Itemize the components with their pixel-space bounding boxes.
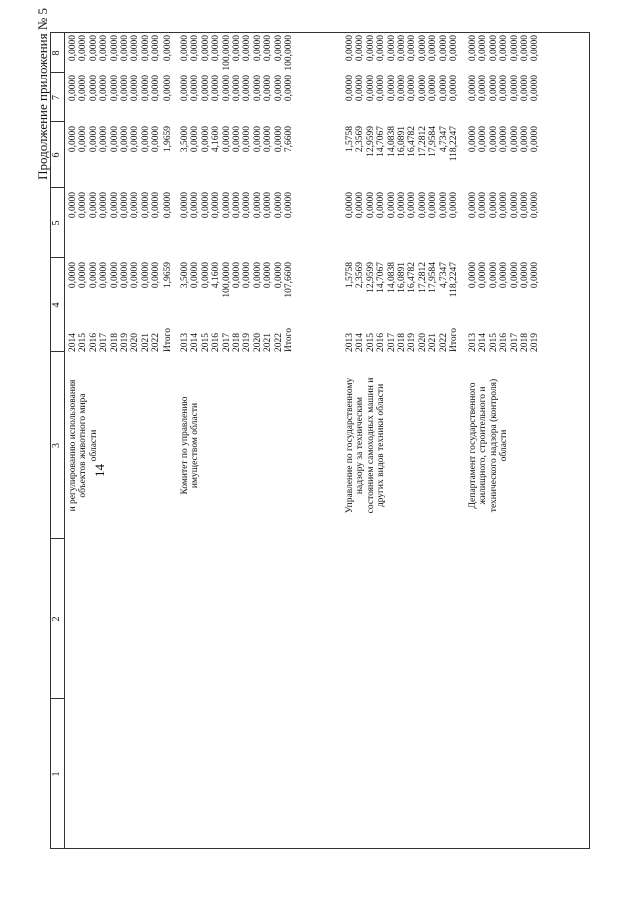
year-cell: 2018	[232, 333, 242, 352]
value-cell: 0,0000	[130, 35, 141, 62]
value-cell: 0,0000	[386, 75, 397, 102]
value-cell: 0,0000	[140, 262, 151, 289]
value-cell: 0,0000	[509, 35, 520, 62]
value-cell: 12,9599	[365, 126, 376, 157]
year-cell: 2019	[530, 333, 541, 352]
value-cell: 0,0000	[68, 192, 78, 219]
column-header: 2	[51, 616, 62, 622]
value-cell: 0,0000	[530, 126, 541, 153]
value-cell: 0,0000	[468, 262, 478, 289]
year-cell: 2018	[397, 333, 407, 352]
value-cell: 0,0000	[88, 192, 99, 219]
value-cell: 0,0000	[530, 35, 541, 62]
value-cell: 0,0000	[151, 126, 162, 153]
value-cell: 0,0000	[263, 192, 274, 219]
department-name	[345, 352, 386, 539]
value-cell: 0,0000	[355, 75, 366, 102]
value-cell: 0,0000	[273, 126, 284, 153]
value-cell: 0,0000	[211, 75, 222, 102]
year-cell: 2022	[273, 333, 284, 352]
value-cell: 0,0000	[163, 35, 173, 62]
department-name-line: технического надзора (контроля)	[488, 378, 499, 513]
value-cell: 0,0000	[221, 126, 232, 153]
value-cell: 0,0000	[509, 126, 520, 153]
value-cell: 2,3569	[355, 262, 366, 289]
value-cell: 0,0000	[365, 192, 376, 219]
value-cell: 0,0000	[263, 126, 274, 153]
value-cell: 0,0000	[397, 35, 407, 62]
column-header: 7	[51, 95, 62, 100]
value-cell: 0,0000	[151, 35, 162, 62]
value-cell: 0,0000	[449, 192, 459, 219]
value-cell: 0,0000	[417, 75, 428, 102]
year-cell: 2019	[407, 333, 418, 352]
value-cell: 0,0000	[88, 75, 99, 102]
value-cell: 0,0000	[284, 75, 294, 102]
value-cell: 0,0000	[232, 75, 242, 102]
value-cell: 4,7347	[438, 262, 449, 289]
value-cell: 0,0000	[417, 192, 428, 219]
value-cell: 0,0000	[376, 35, 387, 62]
value-cell: 0,0000	[200, 262, 211, 289]
value-cell: 0,0000	[386, 35, 397, 62]
value-cell: 0,0000	[252, 192, 263, 219]
value-cell: 0,0000	[488, 126, 499, 153]
value-cell: 0,0000	[365, 75, 376, 102]
year-cell: 2015	[200, 333, 211, 352]
value-cell: 0,0000	[130, 192, 141, 219]
value-cell: 0,0000	[478, 126, 489, 153]
value-cell: 0,0000	[242, 262, 253, 289]
year-cell: 2013	[180, 333, 190, 352]
column-header: 1	[51, 771, 62, 777]
value-cell: 0,0000	[151, 262, 162, 289]
value-cell: 0,0000	[263, 75, 274, 102]
value-cell: 4,1600	[211, 262, 222, 289]
value-cell: 0,0000	[355, 192, 366, 219]
value-cell: 0,0000	[252, 35, 263, 62]
table-bottom-border	[589, 32, 590, 849]
value-cell: 0,0000	[345, 35, 355, 62]
value-cell: 0,0000	[499, 262, 510, 289]
value-cell: 0,0000	[151, 192, 162, 219]
department-name-line: объектов животного мира	[78, 393, 89, 498]
value-cell: 16,4782	[407, 262, 418, 293]
value-cell: 0,0000	[190, 126, 201, 153]
value-cell: 0,0000	[530, 262, 541, 289]
column-header: 4	[51, 302, 62, 308]
value-cell: 0,0000	[488, 192, 499, 219]
year-cell: Итого	[449, 327, 459, 352]
value-cell: 0,0000	[468, 35, 478, 62]
value-cell: 16,4782	[407, 126, 418, 157]
value-cell: 0,0000	[140, 35, 151, 62]
value-cell: 0,0000	[428, 75, 439, 102]
value-cell: 0,0000	[78, 126, 89, 153]
value-cell: 0,0000	[397, 75, 407, 102]
value-cell: 1,5758	[345, 126, 355, 153]
value-cell: 14,7067	[376, 262, 387, 293]
value-cell: 0,0000	[499, 75, 510, 102]
value-cell: 0,0000	[499, 126, 510, 153]
year-cell: 2015	[488, 333, 499, 352]
year-cell: 2015	[365, 333, 376, 352]
department-name-line: имуществом области	[190, 402, 201, 489]
value-cell: 0,0000	[109, 75, 120, 102]
value-cell: 0,0000	[438, 35, 449, 62]
department-name-line: Управление по государственному	[345, 377, 355, 514]
value-cell: 0,0000	[468, 126, 478, 153]
value-cell: 0,0000	[252, 262, 263, 289]
value-cell: 0,0000	[428, 35, 439, 62]
year-cell: 2018	[520, 333, 530, 352]
value-cell: 17,2812	[417, 262, 428, 293]
year-cell: 2022	[438, 333, 449, 352]
department-name-line: Департамент государственного	[468, 382, 478, 509]
column-divider	[50, 848, 590, 849]
value-cell: 0,0000	[99, 126, 110, 153]
value-cell: 0,0000	[252, 75, 263, 102]
value-cell: 0,0000	[386, 192, 397, 219]
value-cell: 0,0000	[417, 35, 428, 62]
value-cell: 0,0000	[520, 192, 530, 219]
value-cell: 0,0000	[284, 192, 294, 219]
year-cell: 2019	[120, 333, 130, 352]
value-cell: 0,0000	[68, 126, 78, 153]
year-cell: 2018	[109, 333, 120, 352]
value-cell: 2,3569	[355, 126, 366, 153]
value-cell: 0,0000	[449, 35, 459, 62]
value-cell: 0,0000	[345, 75, 355, 102]
value-cell: 0,0000	[151, 75, 162, 102]
value-cell: 0,0000	[200, 35, 211, 62]
value-cell: 0,0000	[190, 262, 201, 289]
value-cell: 0,0000	[109, 192, 120, 219]
value-cell: 107,6600	[284, 262, 294, 298]
value-cell: 17,9584	[428, 262, 439, 293]
year-cell: 2015	[78, 333, 89, 352]
value-cell: 0,0000	[120, 75, 130, 102]
value-cell: 0,0000	[263, 35, 274, 62]
year-cell: 2020	[130, 333, 141, 352]
value-cell: 0,0000	[478, 192, 489, 219]
value-cell: 0,0000	[530, 75, 541, 102]
value-cell: 1,9659	[163, 126, 173, 153]
value-cell: 0,0000	[376, 192, 387, 219]
value-cell: 0,0000	[355, 35, 366, 62]
value-cell: 0,0000	[478, 75, 489, 102]
value-cell: 0,0000	[78, 75, 89, 102]
value-cell: 0,0000	[397, 192, 407, 219]
value-cell: 0,0000	[530, 192, 541, 219]
budget-table	[50, 32, 590, 849]
value-cell: 0,0000	[345, 192, 355, 219]
year-cell: 2016	[211, 333, 222, 352]
year-cell: 2013	[468, 333, 478, 352]
value-cell: 0,0000	[140, 75, 151, 102]
value-cell: 0,0000	[407, 35, 418, 62]
value-cell: 0,0000	[242, 126, 253, 153]
column-header: 8	[51, 50, 62, 56]
year-cell: 2022	[151, 333, 162, 352]
value-cell: 118,2247	[449, 262, 459, 298]
department-name-line: других видов техники области	[375, 383, 386, 508]
value-cell: 0,0000	[68, 262, 78, 289]
value-cell: 0,0000	[242, 75, 253, 102]
year-cell: 2017	[509, 333, 520, 352]
value-cell: 0,0000	[488, 35, 499, 62]
value-cell: 0,0000	[140, 192, 151, 219]
department-name-line: области	[498, 429, 509, 462]
value-cell: 0,0000	[99, 35, 110, 62]
year-cell: 2017	[386, 333, 397, 352]
value-cell: 0,0000	[449, 75, 459, 102]
year-cell: 2017	[221, 333, 232, 352]
value-cell: 118,2247	[449, 126, 459, 162]
value-cell: 0,0000	[180, 192, 190, 219]
value-cell: 0,0000	[99, 192, 110, 219]
value-cell: 0,0000	[468, 192, 478, 219]
value-cell: 0,0000	[488, 262, 499, 289]
value-cell: 0,0000	[520, 126, 530, 153]
value-cell: 0,0000	[520, 35, 530, 62]
value-cell: 3,5000	[180, 126, 190, 153]
value-cell: 0,0000	[120, 35, 130, 62]
value-cell: 0,0000	[109, 35, 120, 62]
year-cell: 2016	[88, 333, 99, 352]
value-cell: 0,0000	[438, 192, 449, 219]
year-cell: 2014	[355, 333, 366, 352]
value-cell: 0,0000	[273, 262, 284, 289]
value-cell: 0,0000	[163, 192, 173, 219]
value-cell: 0,0000	[200, 192, 211, 219]
value-cell: 0,0000	[120, 126, 130, 153]
value-cell: 0,0000	[273, 75, 284, 102]
value-cell: 0,0000	[376, 75, 387, 102]
value-cell: 0,0000	[365, 35, 376, 62]
value-cell: 0,0000	[68, 35, 78, 62]
value-cell: 0,0000	[211, 192, 222, 219]
value-cell: 0,0000	[221, 192, 232, 219]
value-cell: 0,0000	[232, 262, 242, 289]
year-cell: 2017	[99, 333, 110, 352]
department-name	[68, 352, 99, 539]
value-cell: 0,0000	[242, 35, 253, 62]
value-cell: 17,9584	[428, 126, 439, 157]
department-name-line: жилищного, строительного и	[478, 386, 489, 505]
year-cell: 2016	[499, 333, 510, 352]
value-cell: 14,0838	[386, 126, 397, 157]
year-cell: 2021	[263, 333, 274, 352]
value-cell: 0,0000	[509, 192, 520, 219]
page-number: 14	[92, 464, 107, 477]
value-cell: 0,0000	[68, 75, 78, 102]
value-cell: 0,0000	[232, 35, 242, 62]
column-divider	[50, 32, 590, 33]
appendix-title: Продолжение приложения № 5	[35, 8, 50, 180]
department-name-line: надзору за техническим	[355, 396, 366, 495]
department-name-line: состоянием самоходных машин и	[365, 377, 376, 514]
value-cell: 0,0000	[211, 35, 222, 62]
value-cell: 0,0000	[140, 126, 151, 153]
value-cell: 0,0000	[221, 75, 232, 102]
value-cell: 0,0000	[520, 75, 530, 102]
value-cell: 0,0000	[78, 262, 89, 289]
value-cell: 0,0000	[200, 126, 211, 153]
value-cell: 100,0000	[284, 35, 294, 71]
year-cell: 2021	[428, 333, 439, 352]
department-name	[180, 352, 201, 539]
year-cell: 2013	[345, 333, 355, 352]
value-cell: 0,0000	[468, 75, 478, 102]
value-cell: 0,0000	[88, 126, 99, 153]
value-cell: 0,0000	[88, 35, 99, 62]
value-cell: 0,0000	[120, 262, 130, 289]
value-cell: 0,0000	[428, 192, 439, 219]
value-cell: 1,5758	[345, 262, 355, 289]
value-cell: 0,0000	[190, 192, 201, 219]
value-cell: 0,0000	[190, 35, 201, 62]
value-cell: 16,0891	[397, 126, 407, 157]
value-cell: 3,5000	[180, 262, 190, 289]
value-cell: 0,0000	[78, 35, 89, 62]
value-cell: 0,0000	[130, 75, 141, 102]
value-cell: 0,0000	[163, 75, 173, 102]
department-name-line: Комитет по управлению	[180, 396, 190, 495]
year-cell: Итого	[284, 327, 294, 352]
value-cell: 4,1600	[211, 126, 222, 153]
value-cell: 0,0000	[232, 126, 242, 153]
value-cell: 0,0000	[120, 192, 130, 219]
department-name-line: области	[88, 429, 99, 462]
value-cell: 0,0000	[99, 262, 110, 289]
value-cell: 0,0000	[190, 75, 201, 102]
year-cell: 2020	[417, 333, 428, 352]
value-cell: 0,0000	[252, 126, 263, 153]
value-cell: 0,0000	[180, 75, 190, 102]
value-cell: 0,0000	[488, 75, 499, 102]
value-cell: 0,0000	[109, 262, 120, 289]
department-name	[468, 352, 509, 539]
value-cell: 0,0000	[242, 192, 253, 219]
value-cell: 0,0000	[438, 75, 449, 102]
year-cell: 2021	[140, 333, 151, 352]
year-cell: 2020	[252, 333, 263, 352]
year-cell: 2014	[68, 333, 78, 352]
column-header: 5	[51, 220, 62, 226]
department-name-line: и регулированию использования	[68, 379, 78, 512]
value-cell: 0,0000	[520, 262, 530, 289]
year-cell: Итого	[163, 327, 173, 352]
value-cell: 16,0891	[397, 262, 407, 293]
year-cell: 2014	[190, 333, 201, 352]
value-cell: 0,0000	[130, 262, 141, 289]
value-cell: 0,0000	[88, 262, 99, 289]
value-cell: 100,0000	[221, 35, 232, 71]
value-cell: 0,0000	[509, 75, 520, 102]
value-cell: 0,0000	[200, 75, 211, 102]
value-cell: 0,0000	[499, 35, 510, 62]
value-cell: 0,0000	[130, 126, 141, 153]
year-cell: 2014	[478, 333, 489, 352]
value-cell: 0,0000	[99, 75, 110, 102]
value-cell: 4,7347	[438, 126, 449, 153]
value-cell: 17,2812	[417, 126, 428, 157]
value-cell: 14,0838	[386, 262, 397, 293]
value-cell: 0,0000	[109, 126, 120, 153]
value-cell: 0,0000	[407, 75, 418, 102]
value-cell: 12,9599	[365, 262, 376, 293]
column-header: 3	[51, 443, 62, 448]
value-cell: 0,0000	[273, 192, 284, 219]
value-cell: 0,0000	[232, 192, 242, 219]
value-cell: 0,0000	[78, 192, 89, 219]
value-cell: 1,9659	[163, 262, 173, 289]
value-cell: 0,0000	[478, 262, 489, 289]
year-cell: 2016	[376, 333, 387, 352]
value-cell: 100,0000	[221, 262, 232, 298]
value-cell: 0,0000	[180, 35, 190, 62]
year-cell: 2019	[242, 333, 253, 352]
value-cell: 0,0000	[509, 262, 520, 289]
value-cell: 0,0000	[499, 192, 510, 219]
value-cell: 14,7067	[376, 126, 387, 157]
value-cell: 0,0000	[478, 35, 489, 62]
value-cell: 0,0000	[263, 262, 274, 289]
value-cell: 7,6600	[284, 126, 294, 153]
value-cell: 0,0000	[407, 192, 418, 219]
column-header: 6	[51, 152, 62, 158]
value-cell: 0,0000	[273, 35, 284, 62]
